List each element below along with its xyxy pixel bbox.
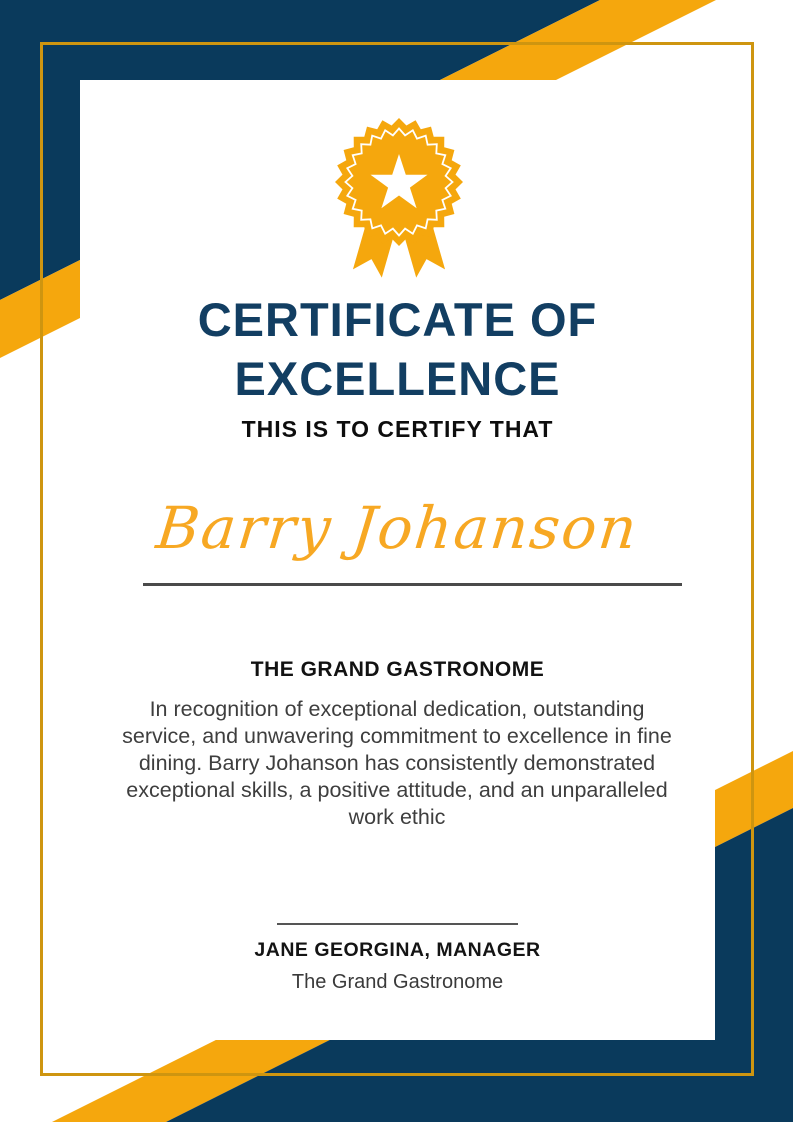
award-seal-star-icon xyxy=(329,110,469,285)
recipient-name-underline xyxy=(143,583,682,586)
certify-subtitle: THIS IS TO CERTIFY THAT xyxy=(241,416,554,442)
certificate-body xyxy=(80,80,715,1040)
certificate-title-line2: EXCELLENCE xyxy=(234,352,561,405)
organization-name: THE GRAND GASTRONOME xyxy=(250,658,545,681)
signatory-organization: The Grand Gastronome xyxy=(291,971,504,993)
recognition-paragraph: In recognition of exceptional dedication, outstanding service, and unwavering commitment to excellence in fine dining. Barry Johanson has consistently demonstrated exceptional skills, a positive attitude, and an unparalleled work ethic xyxy=(122,697,672,829)
recipient-name: Barry Johanson xyxy=(153,494,642,562)
signatory-name-title: JANE GEORGINA, MANAGER xyxy=(254,939,541,961)
signature-line xyxy=(277,923,518,925)
certificate-title-line1: CERTIFICATE OF xyxy=(197,293,598,346)
certificate-title xyxy=(80,290,715,408)
